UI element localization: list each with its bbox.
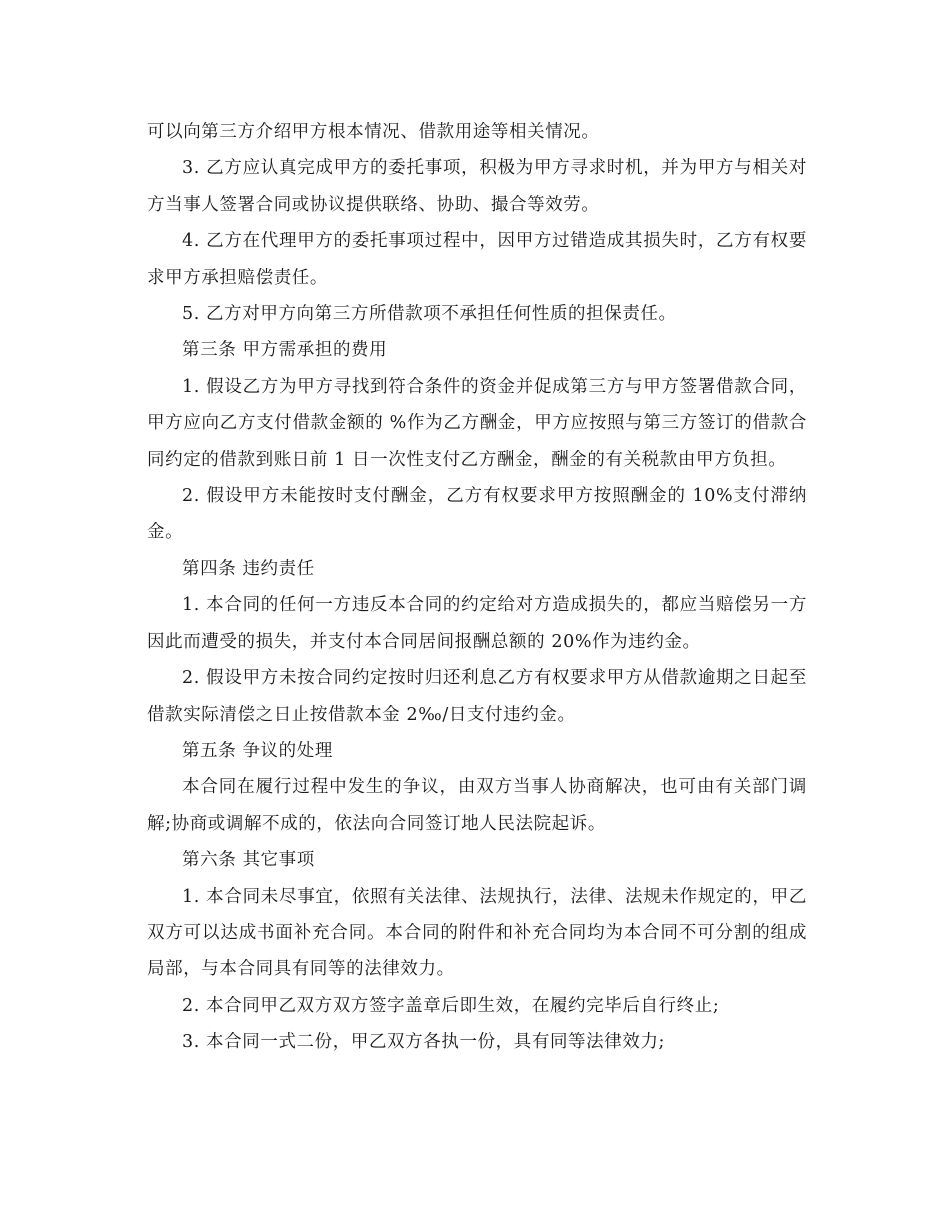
paragraph-clause-4-2: 2. 假设甲方未按合同约定按时归还利息乙方有权要求甲方从借款逾期之日起至借款实际清偿之日止按借款本金 2‰/日支付违约金。 — [147, 668, 807, 725]
article-4-heading: 第四条 违约责任 — [182, 558, 315, 579]
document-body — [147, 114, 807, 1061]
paragraph-continuation: 可以向第三方介绍甲方根本情况、借款用途等相关情况。 — [147, 122, 600, 142]
paragraph-clause-2-3: 3. 乙方应认真完成甲方的委托事项，积极为甲方寻求时机，并为甲方与相关对方当事人签署合同或协议提供联络、协助、撮合等效劳。 — [147, 158, 807, 215]
article-3-heading: 第三条 甲方需承担的费用 — [182, 340, 388, 361]
paragraph-clause-4-1: 1. 本合同的任何一方违反本合同的约定给对方造成损失的，都应当赔偿另一方因此而遭受的损失，并支付本合同居间报酬总额的 20%作为违约金。 — [147, 595, 807, 652]
paragraph-clause-3-1: 1. 假设乙方为甲方寻找到符合条件的资金并促成第三方与甲方签署借款合同，甲方应向乙方支付借款金额的 %作为乙方酬金，甲方应按照与第三方签订的借款合同约定的借款到账日前 1 日一次性支付乙方酬金，酬金的有关税款由甲方负担。 — [147, 376, 807, 470]
paragraph-clause-2-5: 5. 乙方对甲方向第三方所借款项不承担任何性质的担保责任。 — [182, 304, 677, 325]
paragraph-clause-2-4: 4. 乙方在代理甲方的委托事项过程中，因甲方过错造成其损失时，乙方有权要求甲方承担赔偿责任。 — [147, 231, 807, 288]
paragraph-clause-3-2: 2. 假设甲方未能按时支付酬金，乙方有权要求甲方按照酬金的 10%支付滞纳金。 — [147, 486, 807, 543]
paragraph-clause-6-2: 2. 本合同甲乙双方双方签字盖章后即生效，在履约完毕后自行终止; — [182, 995, 720, 1016]
article-6-heading: 第六条 其它事项 — [182, 850, 315, 871]
paragraph-dispute-resolution: 本合同在履行过程中发生的争议，由双方当事人协商解决，也可由有关部门调解;协商或调解不成的，依法向合同签订地人民法院起诉。 — [147, 777, 807, 834]
article-5-heading: 第五条 争议的处理 — [182, 740, 333, 761]
paragraph-clause-6-3: 3. 本合同一式二份，甲乙双方各执一份，具有同等法律效力; — [182, 1032, 666, 1053]
paragraph-clause-6-1: 1. 本合同未尽事宜，依照有关法律、法规执行，法律、法规未作规定的，甲乙双方可以达成书面补充合同。本合同的附件和补充合同均为本合同不可分割的组成局部，与本合同具有同等的法律效力。 — [147, 886, 807, 980]
